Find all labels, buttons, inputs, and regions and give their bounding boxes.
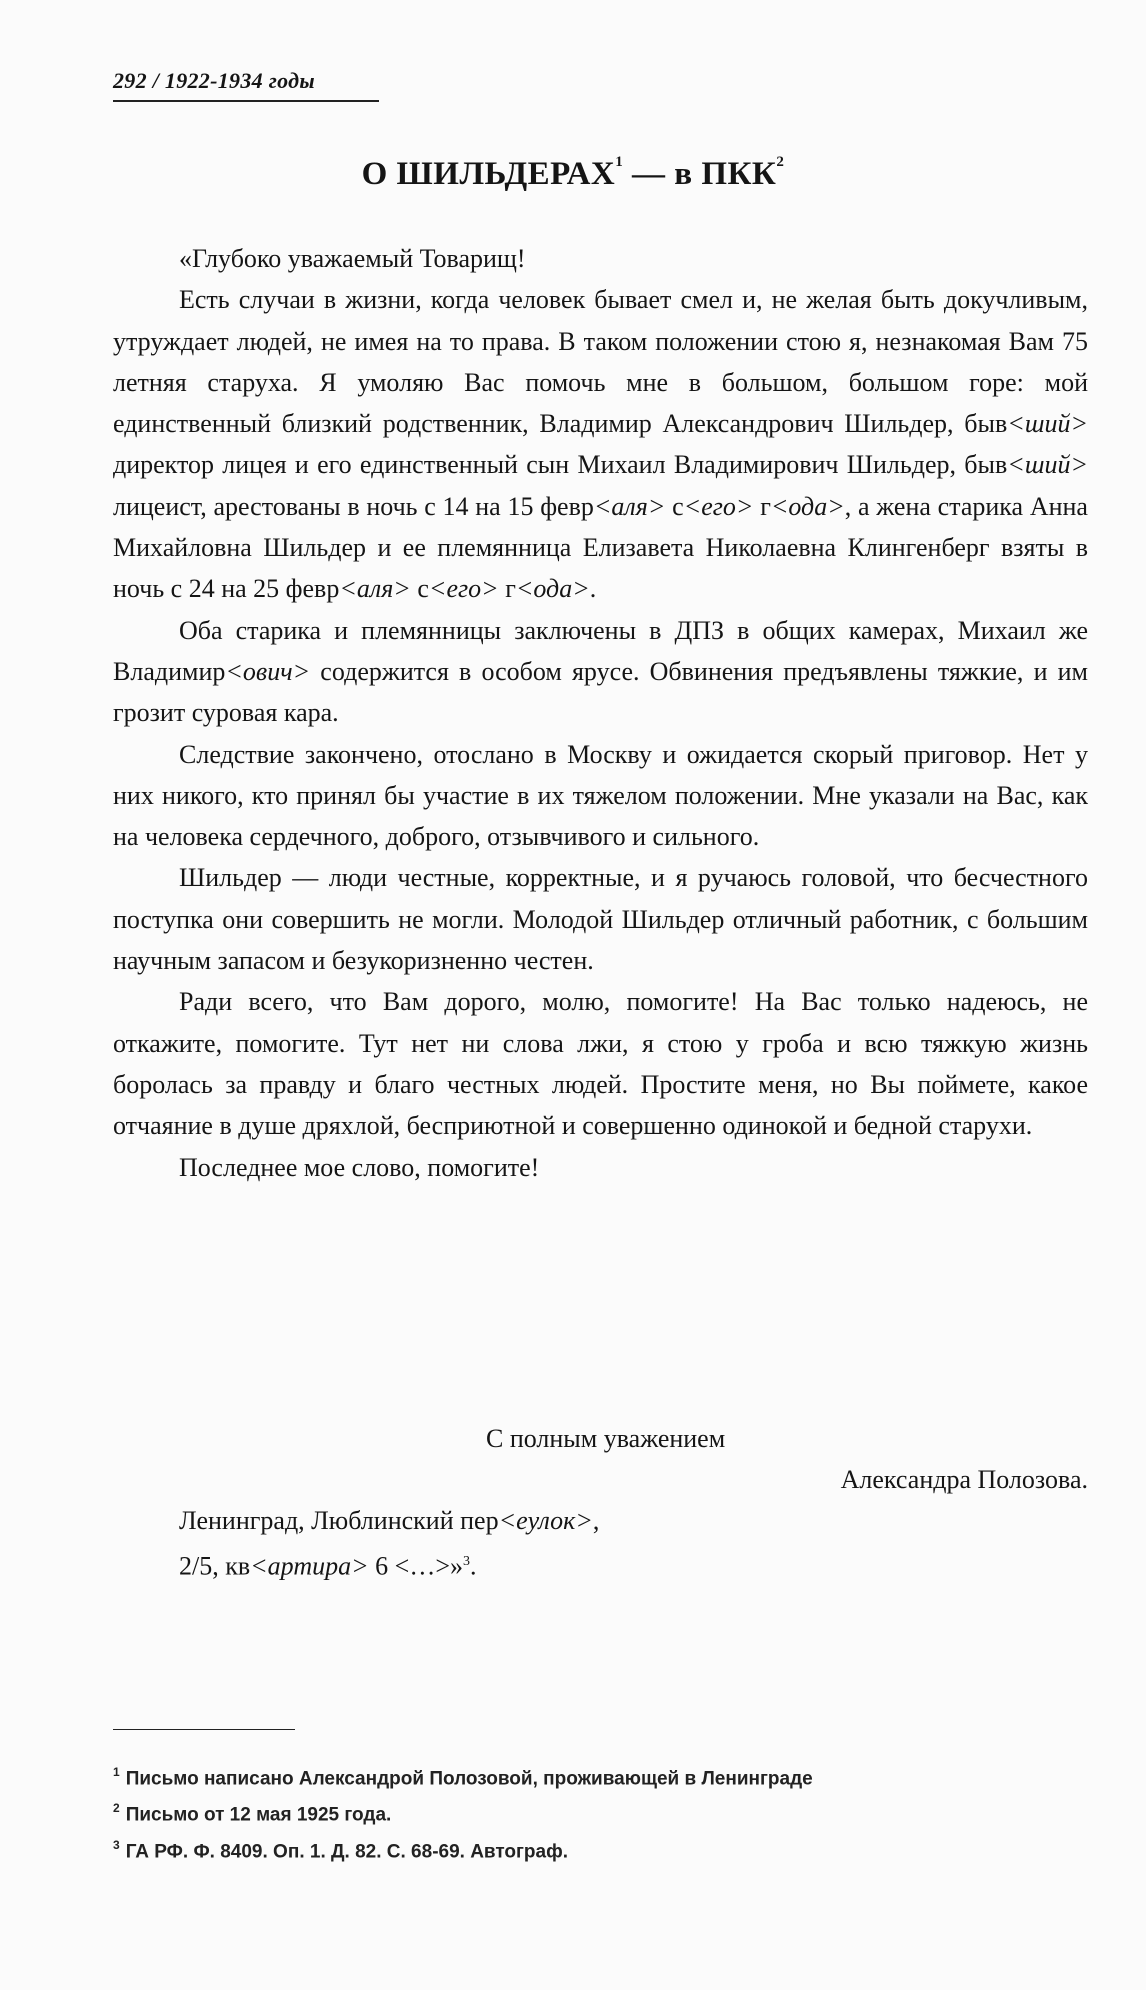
running-head-rule: [113, 100, 379, 102]
letter-signature: Александра Полозова.: [840, 1465, 1088, 1494]
letter-paragraph-5: Ради всего, что Вам дорого, молю, помогите! На Вас только надеюсь, не откажите, помогите. Тут нет ни слова лжи, я стою у гроба и всю тяжкую жизнь боролась за правду и благо честных людей. Простите меня, но Вы поймете, какое отчаяние в душе дряхлой, бесприютной и совершенно одинокой и бедной старухи.: [113, 987, 1088, 1141]
letter-body: [113, 238, 1088, 1188]
footnote-1: $^1$ Письмо написано Александрой Полозовой, проживающей в Ленинграде: [113, 1765, 813, 1790]
running-head: 292 / 1922-1934 годы: [113, 68, 315, 93]
address-line-2: 2/5, кв<артира> 6 <…>»$^3$.: [179, 1551, 477, 1581]
letter-paragraph-4: Шильдер — люди честные, корректные, и я ручаюсь головой, что бесчестного поступка они совершить не могли. Молодой Шильдер отличный работник, с большим научным запасом и безукоризненно честен.: [113, 863, 1088, 976]
letter-closing: С полным уважением: [486, 1424, 726, 1453]
letter-paragraph-3: Следствие закончено, отослано в Москву и ожидается скорый приговор. Нет у них никого, кто принял бы участие в их тяжелом положении. Мне указали на Вас, как на человека сердечного, доброго, отзывчивого и сильного.: [113, 739, 1088, 852]
page-title: [0, 156, 1146, 193]
letter-address: [179, 1500, 599, 1587]
address-footnote-mark-3[interactable]: 3: [463, 1554, 470, 1570]
footnote-2: $^2$ Письмо от 12 мая 1925 года.: [113, 1801, 392, 1826]
title-footnote-mark-1[interactable]: 1: [615, 154, 624, 170]
footnote-3: $^3$ ГА РФ. Ф. 8409. Оп. 1. Д. 82. С. 68-69. Автограф.: [113, 1837, 569, 1862]
letter-greeting: «Глубоко уважаемый Товарищ!: [179, 244, 526, 273]
letter-paragraph-1: Есть случаи в жизни, когда человек бывает смел и, не желая быть докучливым, утруждает людей, не имея на то права. В таком положении стою я, незнакомая Вам 75 летняя старуха. Я умоляю Вас помочь мне в большом, большом горе: мой единственный близкий родственник, Владимир Александрович Шильдер, быв<ший> директор лицея и его единственный сын Михаил Владимирович Шильдер, быв<ший> лицеист, арестованы в ночь с 14 на 15 февр<аля> с<его> г<ода>, а жена старика Анна Михайловна Шильдер и ее племянница Елизавета Николаевна Клингенберг взяты в ночь с 24 на 25 февр<аля> с<его> г<ода>.: [113, 285, 1088, 604]
footnotes: [113, 1758, 1093, 1867]
title-connector: — в ПКК: [623, 156, 777, 192]
address-line-1: Ленинград, Люблинский пер<еулок>,: [179, 1506, 600, 1535]
title-text: О ШИЛЬДЕРАХ: [361, 156, 616, 192]
footnote-rule: [113, 1729, 295, 1730]
title-footnote-mark-2[interactable]: 2: [776, 154, 785, 170]
letter-paragraph-6: Последнее мое слово, помогите!: [179, 1152, 540, 1182]
letter-paragraph-2: Оба старика и племянницы заключены в ДПЗ в общих камерах, Михаил же Владимир<ович> содержится в особом ярусе. Обвинения предъявлены тяжкие, и им грозит суровая кара.: [113, 615, 1088, 728]
